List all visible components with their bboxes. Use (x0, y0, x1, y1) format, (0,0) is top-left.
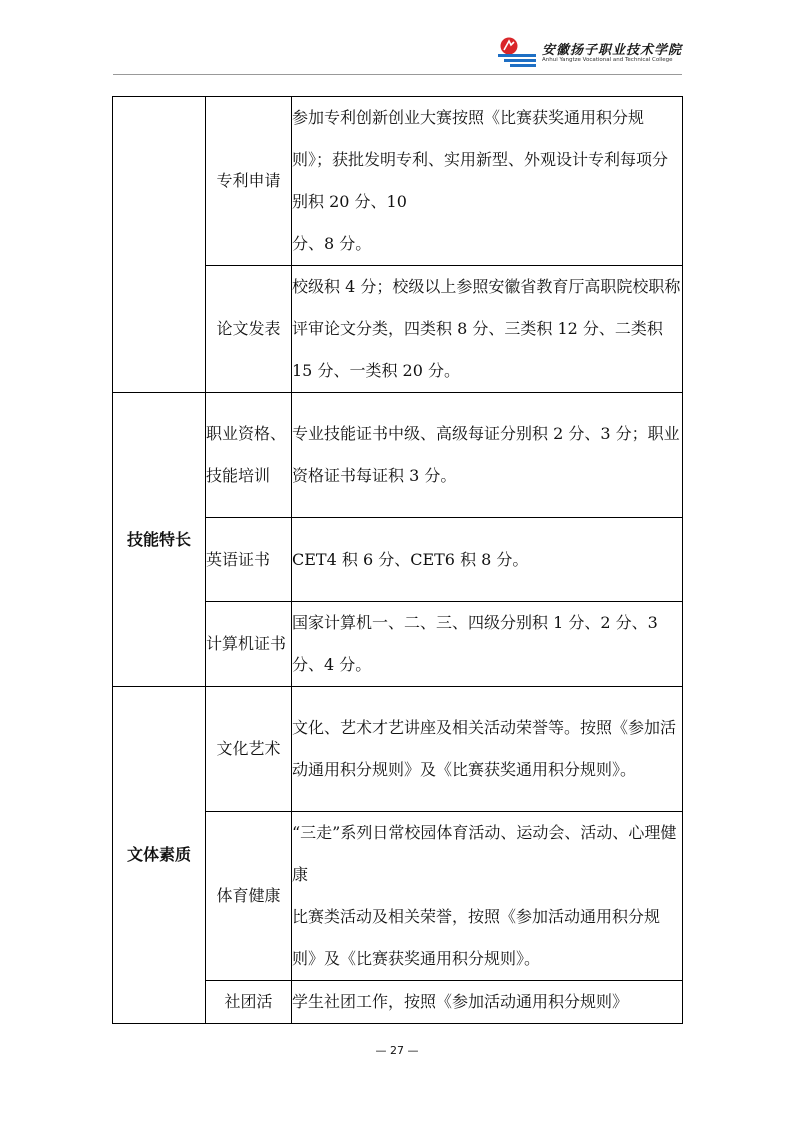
sub-item-cell: 计算机证书 (206, 602, 292, 687)
sub-item-cell: 职业资格、技能培训 (206, 393, 292, 518)
sub-item-cell: 专利申请 (206, 97, 292, 266)
sub-item-cell: 文化艺术 (206, 687, 292, 812)
description-text: 学生社团工作，按照《参加活动通用积分规则》 (292, 992, 629, 1011)
score-table (112, 96, 683, 1024)
description-text: 专业技能证书中级、高级每证分别积 2 分、3 分；职业资格证书每证积 3 分。 (292, 424, 680, 485)
table-row (113, 97, 683, 266)
category-cell: 技能特长 (113, 393, 206, 687)
college-name-en: Anhui Yangtze Vocational and Technical College (542, 57, 673, 63)
description-text: CET4 积 6 分、CET6 积 8 分。 (292, 549, 529, 569)
description-cell (292, 602, 683, 687)
sub-item-cell: 体育健康 (206, 812, 292, 981)
description-text: 比赛类活动及相关荣誉，按照《参加活动通用积分规则》及《比赛获奖通用积分规则》。 (292, 907, 661, 968)
sub-item-cell: 英语证书 (206, 518, 292, 602)
sub-item-cell: 社团活 (206, 981, 292, 1024)
category-cell: 文体素质 (113, 687, 206, 1024)
college-logo-icon (496, 36, 538, 68)
description-cell (292, 518, 683, 602)
description-cell (292, 981, 683, 1024)
description-text: 分、8 分。 (292, 234, 372, 253)
table-row (113, 687, 683, 812)
description-cell (292, 812, 683, 981)
description-text: “三走”系列日常校园体育活动、运动会、活动、心理健康 (292, 823, 677, 884)
description-cell (292, 393, 683, 518)
table-row (113, 393, 683, 518)
sub-item-cell: 论文发表 (206, 266, 292, 393)
description-text: 文化、艺术才艺讲座及相关活动荣誉等。按照《参加活动通用积分规则》及《比赛获奖通用积分规则》。 (292, 718, 677, 779)
description-cell (292, 687, 683, 812)
category-cell-empty (113, 97, 206, 393)
description-text: 国家计算机一、二、三、四级分别积 1 分、2 分、3 分、4 分。 (292, 613, 658, 674)
college-name-cn: 安徽扬子职业技术学院 (542, 43, 683, 58)
description-text: 校级积 4 分；校级以上参照安徽省教育厅高职院校职称评审论文分类，四类积 8 分、三类积 12 分、二类积 15 分、一类积 20 分。 (292, 277, 681, 380)
page-number: — 27 — (375, 1044, 419, 1057)
page-header (496, 36, 683, 70)
description-cell (292, 97, 683, 266)
header-divider (113, 74, 682, 75)
description-text: 参加专利创新创业大赛按照《比赛获奖通用积分规则》；获批发明专利、实用新型、外观设计专利每项分别积 20 分、10 (292, 108, 669, 211)
description-cell (292, 266, 683, 393)
